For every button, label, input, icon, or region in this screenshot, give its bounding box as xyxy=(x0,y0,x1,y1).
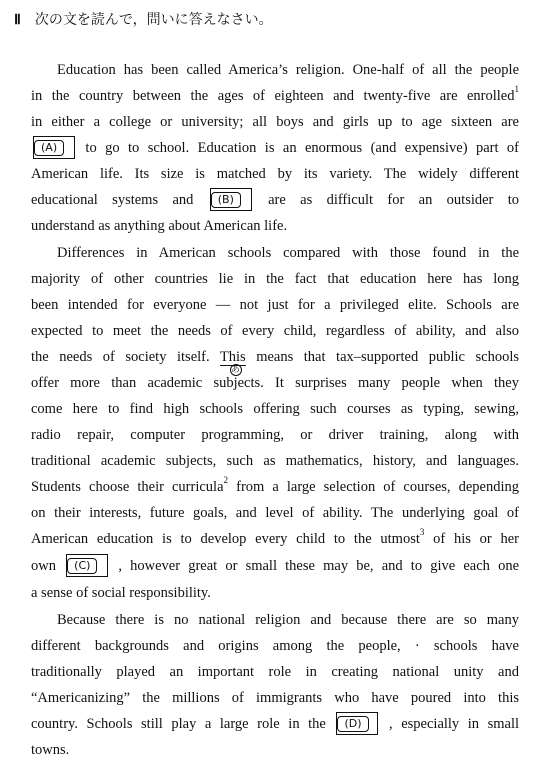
p1-line-7: understand as anything about American life. xyxy=(31,218,288,234)
footnote-3: 3 xyxy=(419,527,425,538)
p2-line-6: offer more than academic subjects. It surprises many people when they xyxy=(31,375,519,391)
p1-line-2 xyxy=(31,85,519,107)
p3-line-5-text-a: country. Schools still play a large role in the xyxy=(31,716,326,732)
p3-line-1: Because there is no national religion and because there are so many xyxy=(57,612,519,628)
p1-line-2-text: in the country between the ages of eighteen and twenty-five are enrolled xyxy=(31,88,515,104)
p2-line-8: radio repair, computer programming, or driver training, along with xyxy=(31,427,519,443)
blank-d-label: (D) xyxy=(337,716,368,732)
p2-line-14: a sense of social responsibility. xyxy=(31,585,211,601)
p2-line-4: expected to meet the needs of every child, regardless of ability, and also xyxy=(31,323,519,339)
underlined-this-text: This xyxy=(219,349,246,365)
p3-line-4: “Americanizing” the millions of immigrants who have poured into this xyxy=(31,690,519,706)
p1-line-6 xyxy=(31,189,519,211)
p2-line-10-text-b: from a large selection of courses, depending xyxy=(236,479,520,495)
p1-line-6-text-b: are as difficult for an outsider to xyxy=(268,192,520,208)
p2-line-3: been intended for everyone — not just for a privileged elite. Schools are xyxy=(31,297,519,313)
p2-line-12 xyxy=(31,528,519,550)
question-number: Ⅱ xyxy=(14,13,21,28)
p1-line-4-text: to go to school. Education is an enormous (and expensive) part of xyxy=(85,140,520,156)
p2-line-5 xyxy=(31,346,519,375)
blank-d[interactable] xyxy=(336,712,378,735)
p3-line-5-text-b: , especially in small xyxy=(389,716,520,732)
underlined-this[interactable] xyxy=(219,349,246,375)
p3-line-5 xyxy=(31,713,519,735)
underline-marker-a: あ xyxy=(230,365,240,375)
p2-line-2: majority of other countries lie in the fact that education here has long xyxy=(31,271,519,287)
p2-line-10 xyxy=(31,476,519,498)
p3-line-3: traditionally played an important role in creating national unity and xyxy=(31,664,519,680)
p1-line-3: in either a college or university; all boys and girls up to age sixteen are xyxy=(31,114,519,130)
question-header xyxy=(14,9,273,29)
footnote-2: 2 xyxy=(223,475,229,486)
p2-line-13-text-a: own xyxy=(31,558,56,574)
p2-line-5-text-a: the needs of society itself. xyxy=(31,349,210,365)
p2-line-10-text-a: Students choose their curricula xyxy=(31,479,224,495)
p2-line-7: come here to find high schools offering such courses as typing, sewing, xyxy=(31,401,519,417)
p2-line-11: on their interests, future goals, and level of ability. The underlying goal of xyxy=(31,505,519,521)
p1-line-4 xyxy=(31,137,519,159)
blank-a[interactable] xyxy=(33,136,75,159)
blank-b-label: (B) xyxy=(211,192,241,208)
p2-line-13-text-b: , however great or small these may be, and to give each one xyxy=(118,558,520,574)
p1-line-6-text-a: educational systems and xyxy=(31,192,194,208)
p2-line-13 xyxy=(31,555,519,577)
p2-line-12-text-b: of his or her xyxy=(433,531,520,547)
p2-line-12-text-a: American education is to develop every child to the utmost xyxy=(31,531,420,547)
p2-line-1: Differences in American schools compared with those found in the xyxy=(57,245,519,261)
question-instruction: 次の文を読んで，問いに答えなさい。 xyxy=(34,12,273,28)
p2-line-5-text-b: means that tax–supported public schools xyxy=(256,349,519,365)
blank-c[interactable] xyxy=(66,554,108,577)
blank-a-label: (A) xyxy=(34,140,64,156)
p3-line-2: different backgrounds and origins among the people, · schools have xyxy=(31,638,519,654)
p1-line-1: Education has been called America’s religion. One-half of all the people xyxy=(57,62,519,78)
p1-line-5: American life. Its size is matched by its variety. The widely different xyxy=(31,166,519,182)
footnote-1: 1 xyxy=(514,84,519,95)
blank-c-label: (C) xyxy=(67,558,97,574)
p3-line-6: towns. xyxy=(31,742,70,758)
blank-b[interactable] xyxy=(210,188,252,211)
p2-line-9: traditional academic subjects, such as mathematics, history, and languages. xyxy=(31,453,519,469)
